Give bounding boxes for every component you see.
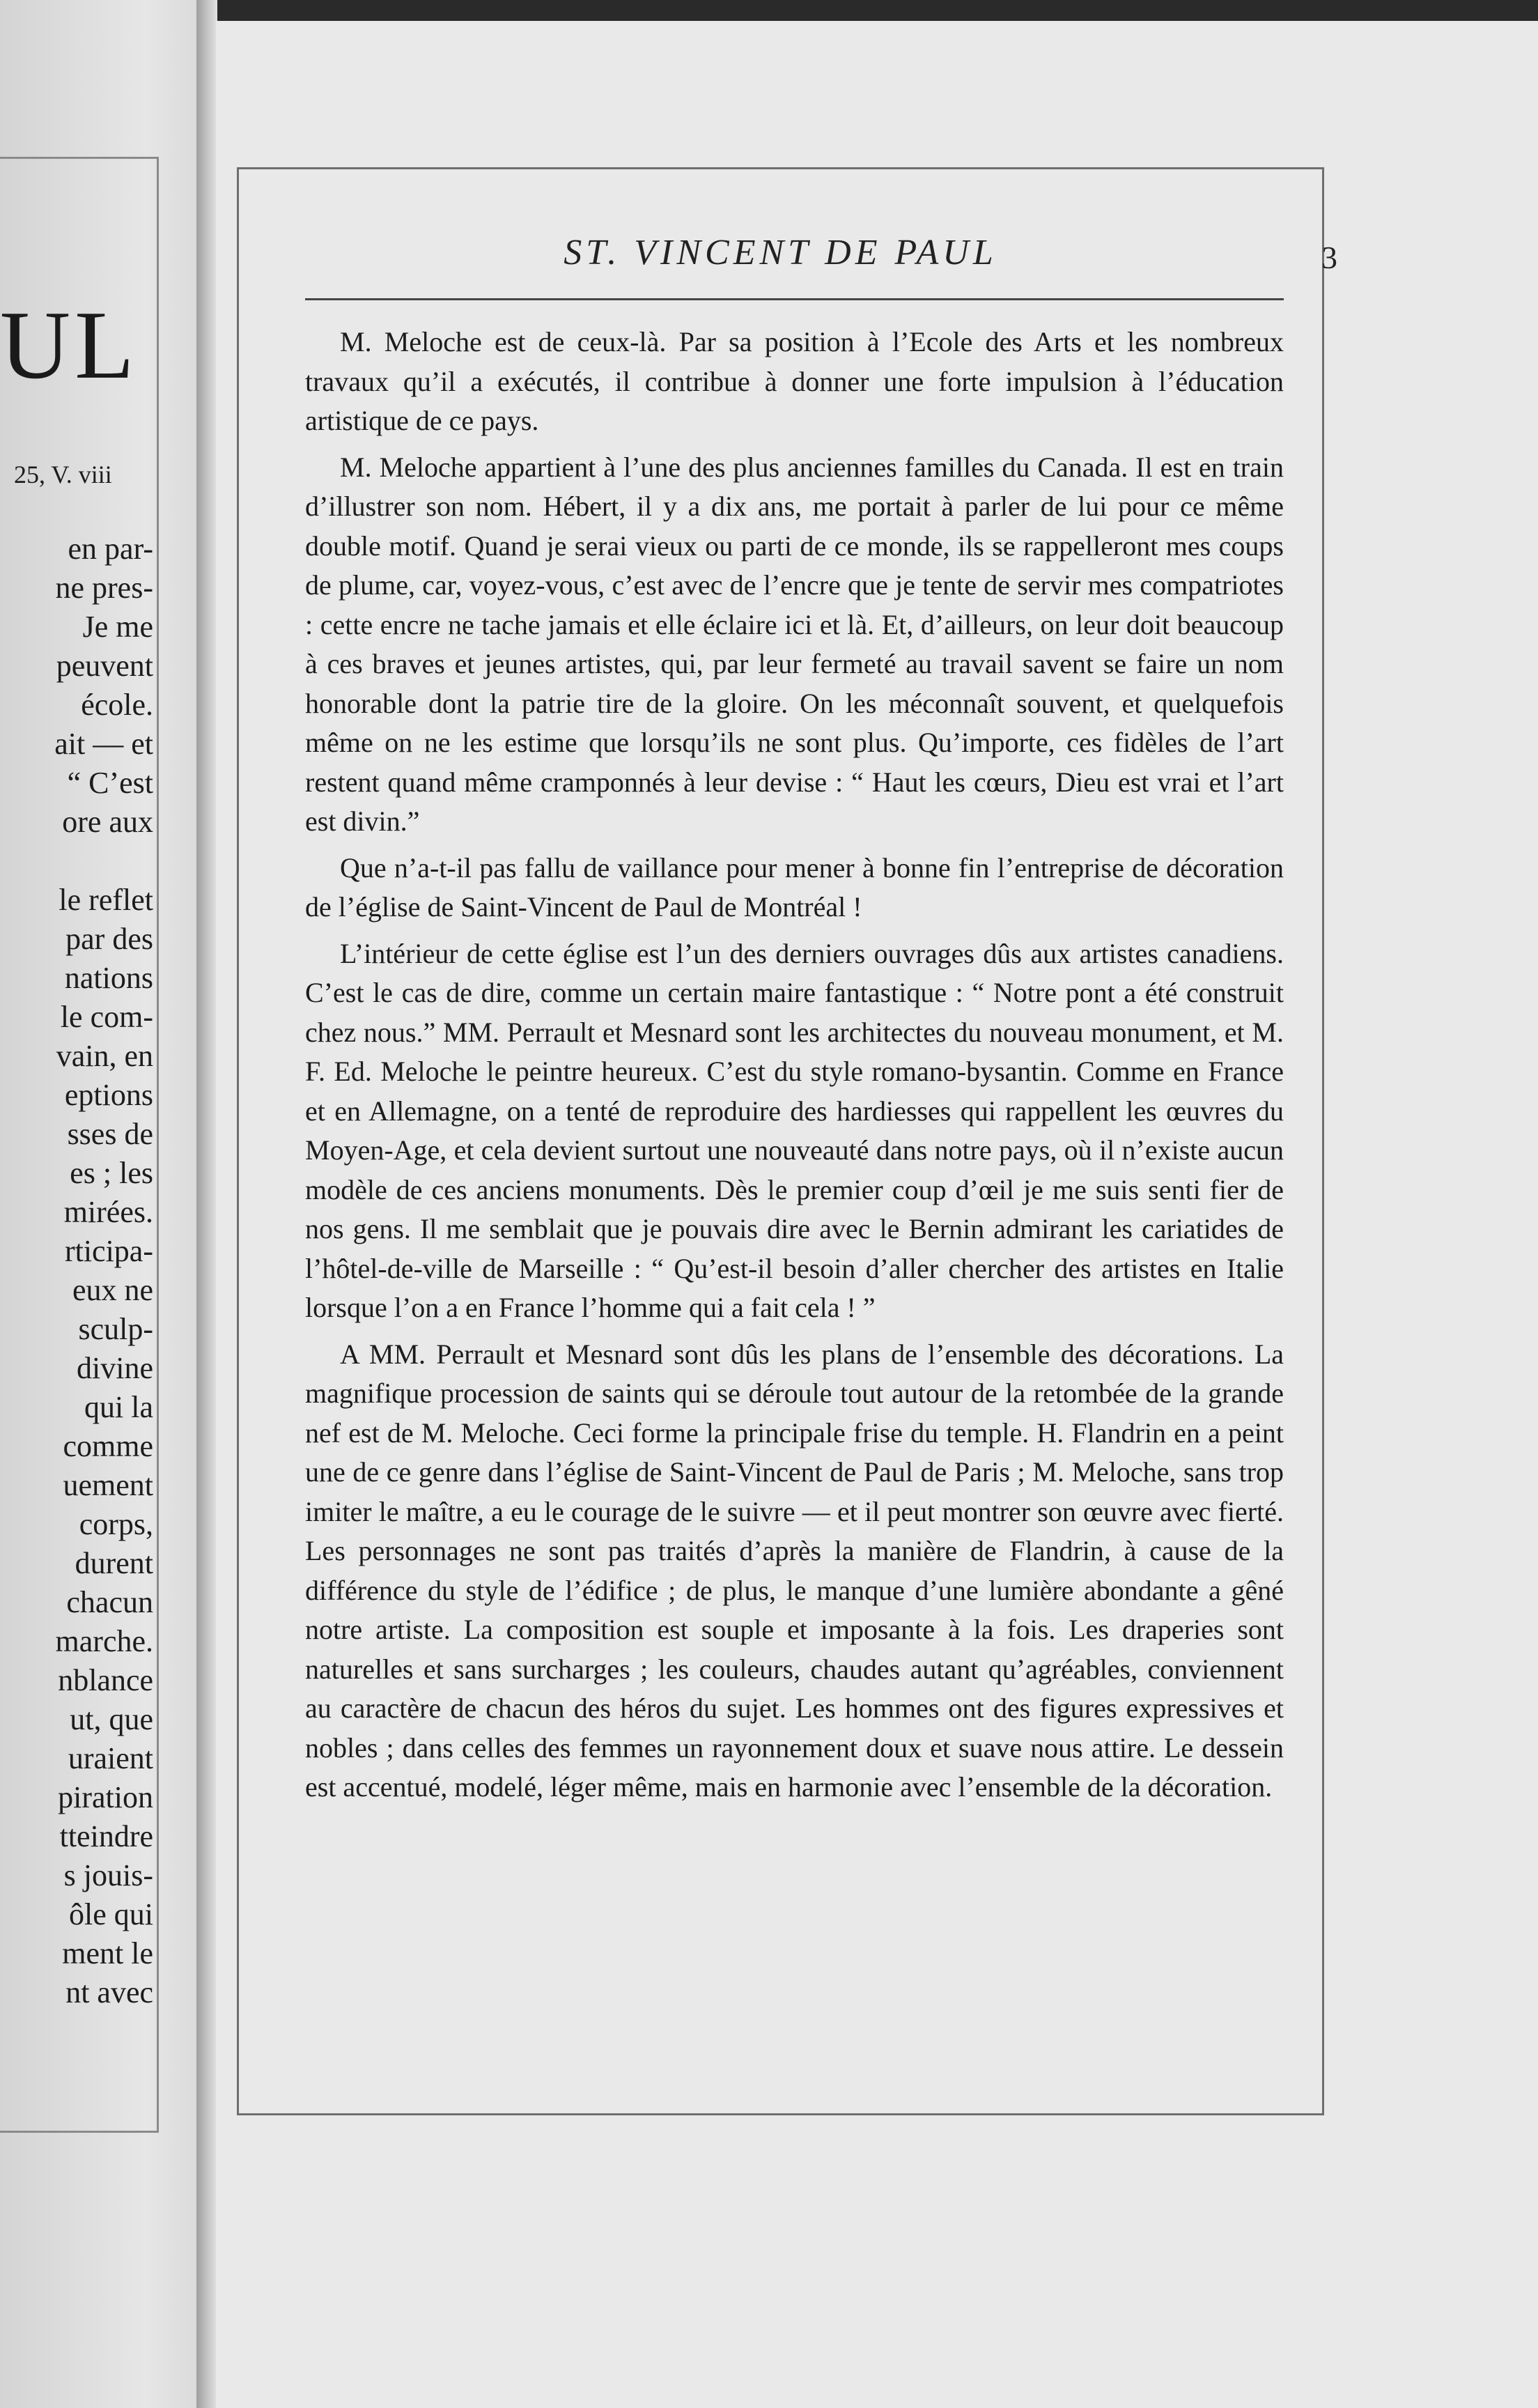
previous-page-line: uement bbox=[63, 1468, 153, 1502]
previous-page-line: sses de bbox=[67, 1117, 153, 1151]
previous-page-line: s jouis- bbox=[63, 1858, 153, 1892]
paragraph: A MM. Perrault et Mesnard sont dûs les plans de l’ensemble des décorations. La magnifique procession de saints qui se déroule tout autour de la retombée de la grande nef est de M. Meloche. Ceci forme la principale frise du temple. H. Flandrin en a peint une de ce genre dans l’église de Saint-Vincent de Paul de Paris ; M. Meloche, sans trop imiter le maître, a eu le courage de le suivre — et il peut montrer son œuvre avec fierté. Les personnages ne sont pas traités d’après la manière de Flandrin, à cause de la différence du style de l’édifice ; de plus, le manque d’une lumière abondante a gêné notre artiste. La composition est souple et imposante à la fois. Les draperies sont naturelles et sans surcharges ; les couleurs, chaudes autant qu’agréables, conviennent au caractère de chacun des héros du sujet. Les hommes ont des figures expressives et nobles ; dans celles des femmes un rayonnement doux et suave nous attire. Le dessein est accentué, modelé, léger même, mais en harmonie avec l’ensemble de la décoration. bbox=[305, 1338, 1284, 1803]
previous-page-line: corps, bbox=[79, 1507, 153, 1541]
paragraph: L’intérieur de cette église est l’un des derniers ouvrages dûs aux artistes canadiens. C’est le cas de dire, comme un certain maire fantastique : “ Notre pont a été construit chez nous.” MM. Perrault et Mesnard sont les architectes du nouveau monument, et M. F. Ed. Meloche le peintre heureux. C’est du style romano-bysantin. Comme en France et en Allemagne, on a tenté de reproduire des hardiesses qui rappellent les œuvres du Moyen-Age, et cela devient surtout une nouveauté dans notre pays, où il n’existe aucun modèle de ces anciens monuments. Dès le premier coup d’œil je me suis senti fier de nos gens. Il me semblait que je pouvais dire avec le Bernin admirant les cariatides de l’hôtel-de-ville de Marseille : “ Qu’est-il besoin d’aller chercher des artistes en Italie lorsque l’on a en France l’homme qui a fait cela ! ” bbox=[305, 937, 1284, 1323]
previous-page-line: nations bbox=[64, 961, 153, 995]
previous-page-line: durent bbox=[75, 1546, 153, 1580]
content-frame bbox=[237, 167, 1337, 2115]
previous-page-strip bbox=[0, 0, 209, 2408]
previous-page-line: uraient bbox=[68, 1741, 153, 1775]
current-page bbox=[216, 21, 1538, 2408]
previous-page-line: nblance bbox=[58, 1663, 153, 1697]
previous-page-line: ut, que bbox=[70, 1702, 153, 1736]
previous-page-reference: 25, V. viii bbox=[14, 461, 112, 488]
previous-page-line: ne pres- bbox=[55, 571, 153, 605]
previous-page-line: vain, en bbox=[56, 1039, 153, 1073]
previous-page-line: le com- bbox=[60, 1000, 153, 1034]
previous-page-line: Je me bbox=[82, 610, 153, 644]
page-gutter bbox=[196, 0, 217, 2408]
previous-page-line: qui la bbox=[84, 1390, 153, 1424]
previous-page-line: es ; les bbox=[70, 1156, 153, 1190]
previous-page-line: rticipa- bbox=[64, 1234, 153, 1268]
previous-page-heading: UL bbox=[0, 291, 139, 399]
previous-page-line: “ C’est bbox=[67, 766, 153, 800]
previous-page-line: peuvent bbox=[56, 649, 153, 683]
previous-page-line: le reflet bbox=[59, 883, 153, 917]
previous-page-line: divine bbox=[77, 1351, 153, 1385]
paragraph: Que n’a-t-il pas fallu de vaillance pour mener à bonne fin l’entreprise de décoration de l’église de Saint-Vincent de Paul de Montréal ! bbox=[305, 851, 1284, 923]
header-rule bbox=[305, 298, 1284, 300]
previous-page-line: comme bbox=[63, 1429, 153, 1463]
previous-page-line: école. bbox=[81, 688, 153, 722]
paragraph: M. Meloche appartient à l’une des plus anciennes familles du Canada. Il est en train d’illustrer son nom. Hébert, il y a dix ans, me portait à parler de lui pour ce même double motif. Quand je serai vieux ou parti de ce monde, ils se rappelleront mes coups de plume, car, voyez-vous, c’est avec de l’encre que je tente de servir mes compatriotes : cette encre ne tache jamais et elle éclaire ici et là. Et, d’ailleurs, on leur doit beaucoup à ces braves et jeunes artistes, qui, par leur fermeté au travail savent se faire un nom honorable dont la patrie tire de la gloire. On les méconnaît souvent, et quelquefois même on ne les estime que lorsqu’ils ne sont plus. Qu’importe, ces fidèles de l’art restent quand même cramponnés à leur devise : “ Haut les cœurs, Dieu est vrai et l’art est divin.” bbox=[305, 451, 1284, 837]
previous-page-line: ôle qui bbox=[69, 1897, 153, 1931]
previous-page-line: en par- bbox=[68, 532, 153, 566]
previous-page-line: par des bbox=[65, 922, 153, 956]
previous-page-line: eux ne bbox=[72, 1273, 153, 1307]
article-body bbox=[305, 323, 1284, 1814]
previous-page-line: eptions bbox=[64, 1078, 153, 1112]
page-number: 3 bbox=[1321, 240, 1337, 275]
paragraph: M. Meloche est de ceux-là. Par sa position à l’Ecole des Arts et les nombreux travaux qu’il a exécutés, il contribue à donner une forte impulsion à l’éducation artistique de ce pays. bbox=[305, 326, 1284, 436]
previous-page-line: chacun bbox=[66, 1585, 153, 1619]
previous-page-line: ait — et bbox=[54, 727, 153, 761]
previous-page-line: ore aux bbox=[62, 805, 153, 839]
previous-page-line: nt avec bbox=[65, 1975, 153, 2009]
previous-page-line: tteindre bbox=[59, 1819, 153, 1853]
running-title: ST. VINCENT DE PAUL bbox=[564, 233, 997, 272]
previous-page-line: mirées. bbox=[63, 1195, 153, 1229]
previous-page-line: piration bbox=[58, 1780, 153, 1814]
previous-page-line: ment le bbox=[62, 1936, 153, 1970]
previous-page-line: marche. bbox=[55, 1624, 153, 1658]
previous-page-line: sculp- bbox=[78, 1312, 153, 1346]
